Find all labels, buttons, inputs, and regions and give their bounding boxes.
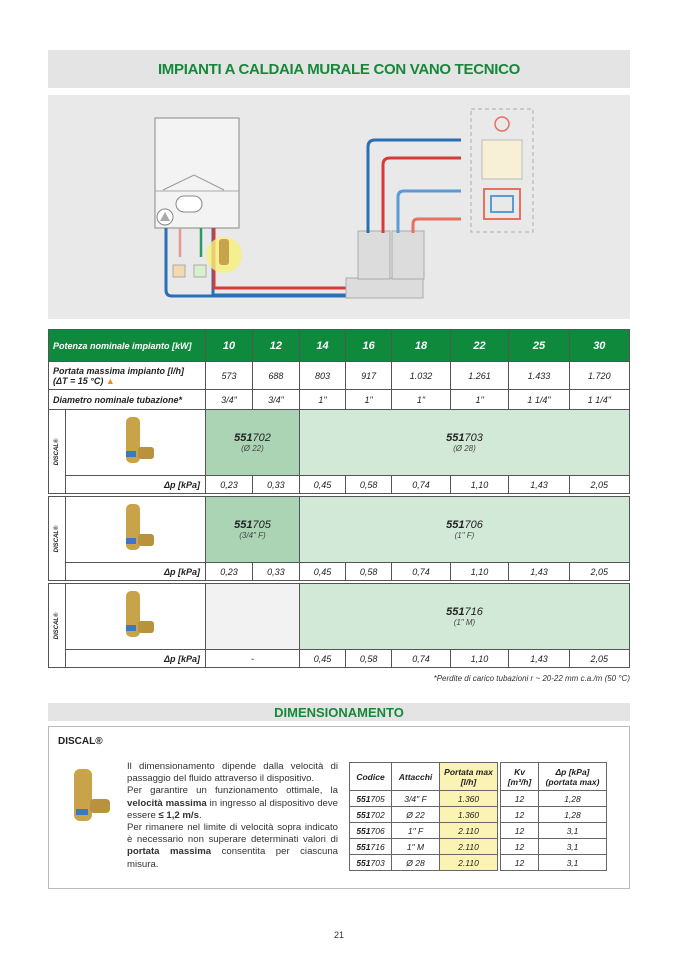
diameter: 3/4" <box>252 390 299 410</box>
attacchi: Ø 22 <box>392 807 440 823</box>
dp: 0,23 <box>206 563 253 581</box>
dp: - <box>206 650 300 668</box>
dp: 0,45 <box>299 476 345 494</box>
power: 22 <box>450 330 509 362</box>
diameter: 1" <box>299 390 345 410</box>
dp: 1,10 <box>450 563 509 581</box>
diameter: 1" <box>392 390 451 410</box>
dp: 2,05 <box>569 650 629 668</box>
product-code-551716: 551716 (1" M) <box>299 584 629 650</box>
system-diagram <box>48 95 630 319</box>
dp: 1,43 <box>509 476 569 494</box>
flow-label: Portata massima impianto [l/h] (ΔT = 15 °C) ▲ <box>49 362 206 390</box>
power: 25 <box>509 330 569 362</box>
manifold-icon <box>346 231 424 298</box>
dp: 0,45 <box>299 563 345 581</box>
product-code-551706: 551706 (1" F) <box>299 497 629 563</box>
dp: 0,33 <box>252 476 299 494</box>
attacchi: Ø 28 <box>392 855 440 871</box>
dimensioning-title: DIMENSIONAMENTO <box>48 703 630 721</box>
flow: 573 <box>206 362 253 390</box>
table-row <box>350 823 607 839</box>
section-title: IMPIANTI A CALDAIA MURALE CON VANO TECNICO <box>48 50 630 88</box>
kv: 12 <box>501 807 539 823</box>
empty-cell <box>206 584 300 650</box>
dp: 1,43 <box>509 650 569 668</box>
flow: 2.110 <box>440 839 498 855</box>
dimensioning-description: Il dimensionamento dipende dalla velocità di passaggio del fluido attraverso il dispositivo. Per garantire un funzionamento ottimale, la velocità massima in ingresso al dispositivo deve essere ≤ 1,2 m/s. Per rimanere nel limite di velocità sopra indicato è necessario non superare determinati valori di portata massima consentita per ciascuna misura. <box>127 761 338 870</box>
flow: 2.110 <box>440 855 498 871</box>
diameter: 1" <box>346 390 392 410</box>
product-image <box>66 410 206 476</box>
dp: 2,05 <box>569 563 629 581</box>
product-code-551705: 551705 (3/4" F) <box>206 497 300 563</box>
boiler-icon <box>155 118 239 228</box>
kv: 12 <box>501 823 539 839</box>
power: 14 <box>299 330 345 362</box>
brand-label: DISCAL® <box>49 584 66 668</box>
attacchi: 1" F <box>392 823 440 839</box>
dp: 3,1 <box>539 855 607 871</box>
flame-icon: ▲ <box>105 375 115 386</box>
dp: 1,10 <box>450 650 509 668</box>
dp: 0,45 <box>299 650 345 668</box>
page-number: 21 <box>333 930 344 940</box>
col-code: Codice <box>350 763 392 791</box>
power: 18 <box>392 330 451 362</box>
table-row <box>350 791 607 807</box>
flow: 1.360 <box>440 791 498 807</box>
sun-icon <box>495 117 509 131</box>
table-row <box>350 807 607 823</box>
flow: 917 <box>346 362 392 390</box>
dp-label: Δp [kPa] <box>66 476 206 494</box>
flow: 1.261 <box>450 362 509 390</box>
dp: 0,33 <box>252 563 299 581</box>
product-code-551702: 551702 (Ø 22) <box>206 410 300 476</box>
dp: 0,58 <box>346 650 392 668</box>
flow: 1.433 <box>509 362 569 390</box>
product-image <box>66 584 206 650</box>
product-code-551703: 551703 (Ø 28) <box>299 410 629 476</box>
diameter-label: Diametro nominale tubazione* <box>49 390 206 410</box>
dp: 0,74 <box>392 650 451 668</box>
attacchi: 3/4" F <box>392 791 440 807</box>
dp: 1,43 <box>509 563 569 581</box>
dp: 0,23 <box>206 476 253 494</box>
kv: 12 <box>501 839 539 855</box>
kv: 12 <box>501 791 539 807</box>
flow: 1.720 <box>569 362 629 390</box>
table-row <box>350 855 607 871</box>
flow: 803 <box>299 362 345 390</box>
power: 10 <box>206 330 253 362</box>
floor-heating-icon <box>484 189 520 219</box>
brand-label: DISCAL® <box>49 410 66 494</box>
flow: 688 <box>252 362 299 390</box>
flow: 1.032 <box>392 362 451 390</box>
dp: 1,28 <box>539 807 607 823</box>
attacchi: 1" M <box>392 839 440 855</box>
col-dp: Δp [kPa] (portata max) <box>539 763 607 791</box>
flow: 2.110 <box>440 823 498 839</box>
table-row <box>350 839 607 855</box>
discal-valve-image <box>64 765 114 834</box>
code: 551702 <box>350 807 392 823</box>
dp: 3,1 <box>539 823 607 839</box>
diameter: 1 1/4" <box>509 390 569 410</box>
dp: 3,1 <box>539 839 607 855</box>
selection-table <box>48 329 630 668</box>
dimensioning-table <box>349 762 607 871</box>
product-image <box>66 497 206 563</box>
dp: 0,74 <box>392 563 451 581</box>
header-label: Potenza nominale impianto [kW] <box>49 330 206 362</box>
power: 12 <box>252 330 299 362</box>
power: 30 <box>569 330 629 362</box>
code: 551716 <box>350 839 392 855</box>
radiator-icon <box>482 140 522 179</box>
footnote: *Perdite di carico tubazioni r ~ 20-22 mm c.a./m (50 °C) <box>433 674 630 683</box>
dp-label: Δp [kPa] <box>66 563 206 581</box>
col-attacchi: Attacchi <box>392 763 440 791</box>
code: 551705 <box>350 791 392 807</box>
col-kv: Kv [m³/h] <box>501 763 539 791</box>
dp-label: Δp [kPa] <box>66 650 206 668</box>
diameter: 1 1/4" <box>569 390 629 410</box>
dp: 1,10 <box>450 476 509 494</box>
dp: 0,58 <box>346 476 392 494</box>
flow: 1.360 <box>440 807 498 823</box>
col-flow: Portata max [l/h] <box>440 763 498 791</box>
brand-heading: DISCAL® <box>58 736 103 747</box>
dp: 2,05 <box>569 476 629 494</box>
code: 551703 <box>350 855 392 871</box>
dp: 1,28 <box>539 791 607 807</box>
dp: 0,74 <box>392 476 451 494</box>
diameter: 3/4" <box>206 390 253 410</box>
diameter: 1" <box>450 390 509 410</box>
kv: 12 <box>501 855 539 871</box>
code: 551706 <box>350 823 392 839</box>
dp: 0,58 <box>346 563 392 581</box>
power: 16 <box>346 330 392 362</box>
brand-label: DISCAL® <box>49 497 66 581</box>
